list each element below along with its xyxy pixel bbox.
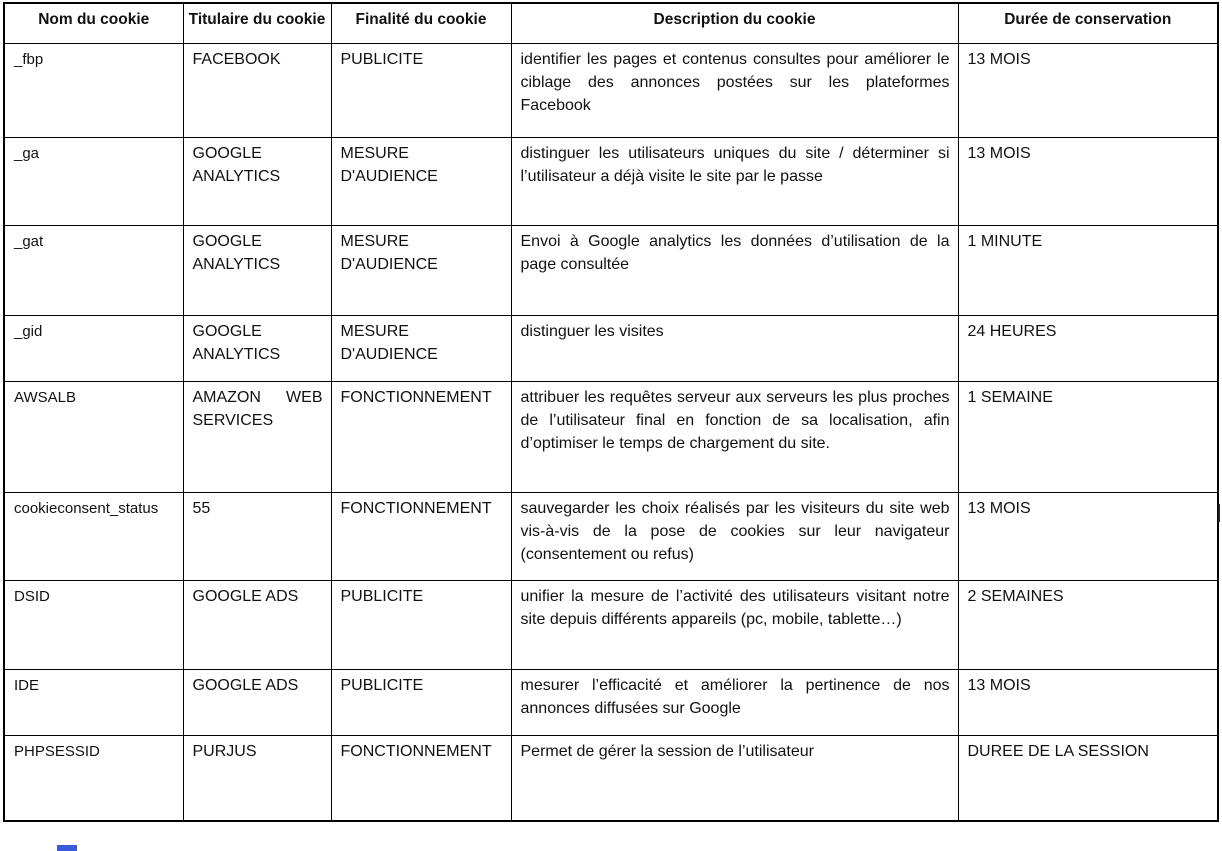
cookie-description-cell: attribuer les requêtes serveur aux serveurs les plus proches de l’utilisateur final en fonction de sa localisation, afin d’optimiser le temps de chargement du site. — [511, 381, 958, 492]
cookie-duration-cell: 13 MOIS — [958, 492, 1218, 580]
cookie-name-cell: _fbp — [4, 43, 183, 137]
cookie-purpose-cell: PUBLICITE — [331, 43, 511, 137]
cookie-description-cell: unifier la mesure de l’activité des utilisateurs visitant notre site depuis différents appareils (pc, mobile, tablette…) — [511, 580, 958, 669]
col-header-cookie-description: Description du cookie — [511, 3, 958, 43]
cookie-owner-cell: GOOGLE ANALYTICS — [183, 225, 331, 315]
cookie-owner-cell: GOOGLE ANALYTICS — [183, 137, 331, 225]
cookie-purpose-cell: PUBLICITE — [331, 669, 511, 735]
cookie-description-cell: Permet de gérer la session de l’utilisateur — [511, 735, 958, 821]
col-header-cookie-owner: Titulaire du cookie — [183, 3, 331, 43]
cookie-description-cell: identifier les pages et contenus consultes pour améliorer le ciblage des annonces postées sur les plateformes Facebook — [511, 43, 958, 137]
text-caret-artifact — [1218, 504, 1220, 522]
table-row — [4, 580, 1218, 669]
cookie-duration-cell: 13 MOIS — [958, 669, 1218, 735]
cookie-purpose-cell: FONCTIONNEMENT — [331, 381, 511, 492]
cookie-purpose-cell: MESURE D'AUDIENCE — [331, 315, 511, 381]
cookie-name-cell: IDE — [4, 669, 183, 735]
table-row — [4, 735, 1218, 821]
cookie-duration-cell: 24 HEURES — [958, 315, 1218, 381]
header-row — [4, 3, 1218, 43]
cookie-duration-cell: 1 MINUTE — [958, 225, 1218, 315]
cookie-purpose-cell: MESURE D'AUDIENCE — [331, 137, 511, 225]
cookie-duration-cell: 13 MOIS — [958, 43, 1218, 137]
cookie-purpose-cell: PUBLICITE — [331, 580, 511, 669]
col-header-cookie-name: Nom du cookie — [4, 3, 183, 43]
cookie-owner-cell: GOOGLE ADS — [183, 580, 331, 669]
cookie-owner-cell: PURJUS — [183, 735, 331, 821]
blue-ui-fragment — [57, 845, 77, 851]
cookie-name-cell: PHPSESSID — [4, 735, 183, 821]
cookie-owner-cell: GOOGLE ANALYTICS — [183, 315, 331, 381]
cookie-name-cell: AWSALB — [4, 381, 183, 492]
cookie-name-cell: _gat — [4, 225, 183, 315]
cookie-description-cell: mesurer l’efficacité et améliorer la pertinence de nos annonces diffusées sur Google — [511, 669, 958, 735]
table-row — [4, 225, 1218, 315]
cookie-owner-cell: 55 — [183, 492, 331, 580]
cookie-purpose-cell: MESURE D'AUDIENCE — [331, 225, 511, 315]
table-row — [4, 381, 1218, 492]
col-header-cookie-purpose: Finalité du cookie — [331, 3, 511, 43]
cookie-owner-cell: FACEBOOK — [183, 43, 331, 137]
table-row — [4, 315, 1218, 381]
cookie-description-cell: distinguer les visites — [511, 315, 958, 381]
cookie-owner-cell: GOOGLE ADS — [183, 669, 331, 735]
table-row — [4, 43, 1218, 137]
cookie-name-cell: _ga — [4, 137, 183, 225]
cookie-description-cell: Envoi à Google analytics les données d’utilisation de la page consultée — [511, 225, 958, 315]
table-row — [4, 137, 1218, 225]
table-row — [4, 669, 1218, 735]
cookie-description-cell: sauvegarder les choix réalisés par les visiteurs du site web vis-à-vis de la pose de cookies sur leur navigateur (consentement ou refus) — [511, 492, 958, 580]
cookie-name-cell: DSID — [4, 580, 183, 669]
cookie-purpose-cell: FONCTIONNEMENT — [331, 735, 511, 821]
cookie-description-cell: distinguer les utilisateurs uniques du site / déterminer si l’utilisateur a déjà visite le site par le passe — [511, 137, 958, 225]
table-row — [4, 492, 1218, 580]
cookie-duration-cell: DUREE DE LA SESSION — [958, 735, 1218, 821]
col-header-cookie-duration: Durée de conservation — [958, 3, 1218, 43]
cookie-name-cell: cookieconsent_status — [4, 492, 183, 580]
cookie-duration-cell: 1 SEMAINE — [958, 381, 1218, 492]
cookies-table — [3, 2, 1219, 822]
cookie-owner-cell: AMAZON WEB SERVICES — [183, 381, 331, 492]
cookie-purpose-cell: FONCTIONNEMENT — [331, 492, 511, 580]
cookie-name-cell: _gid — [4, 315, 183, 381]
cookie-duration-cell: 13 MOIS — [958, 137, 1218, 225]
cookie-duration-cell: 2 SEMAINES — [958, 580, 1218, 669]
